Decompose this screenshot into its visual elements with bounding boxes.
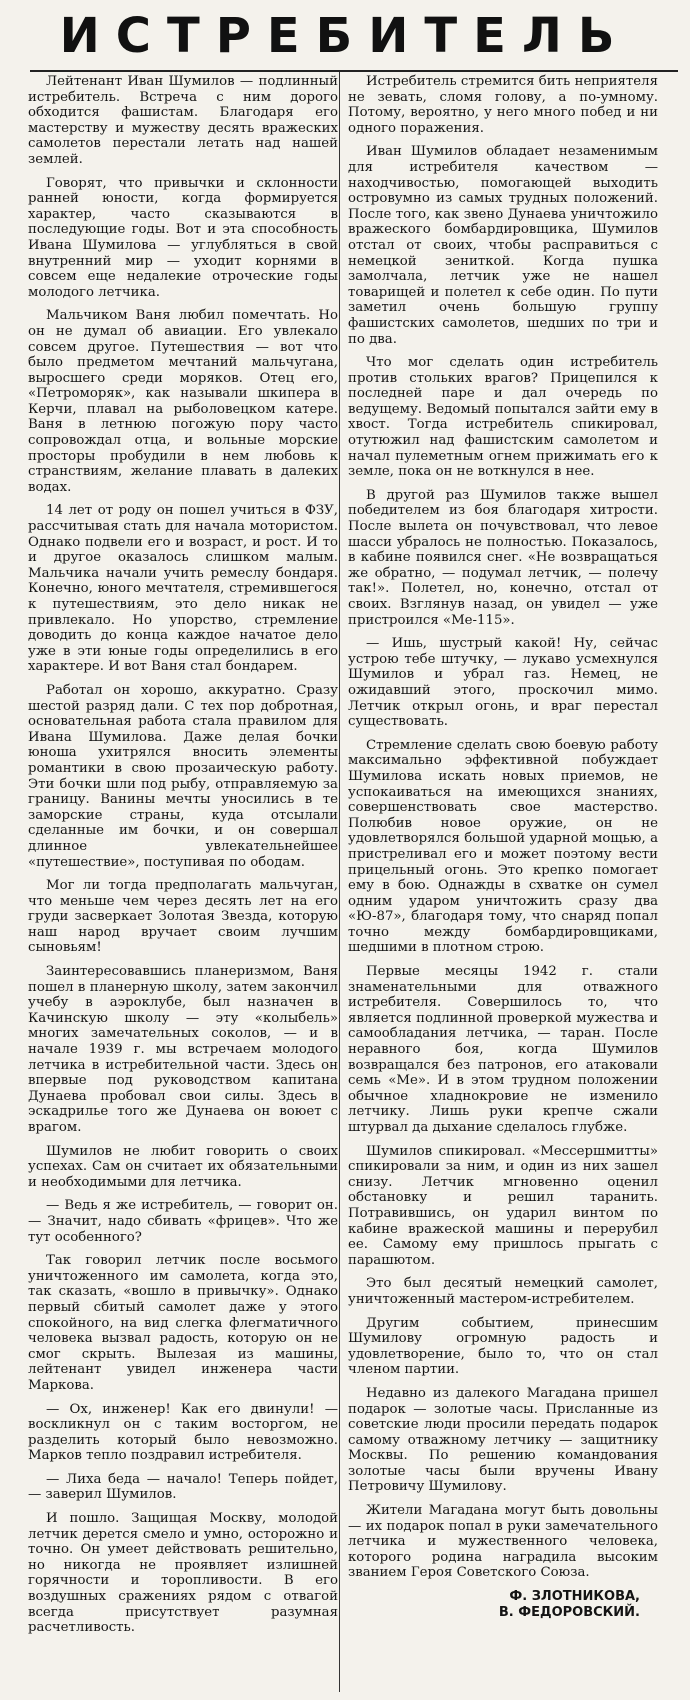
right-column [348,74,658,1694]
paragraph: Это был десятый немецкий самолет, уничтоженный мастером-истребителем. [348,1276,658,1307]
paragraph: Иван Шумилов обладает незаменимым для истребителя качеством — находчивостью, помогающей выходить островумно из самых трудных положений. После того, как звено Дунаева уничтожило вражеского бомбардировщика, Шумилов отстал от своих, чтобы расправиться с немецкой зениткой. Когда пушка замолчала, летчик уже не нашел товарищей и полетел к себе один. По пути заметил очень большую группу фашистских самолетов, шедших по три и по два. [348,144,658,347]
paragraph: Истребитель стремится бить неприятеля не зевать, сломя голову, а по-умному. Потому, вероятно, у него много побед и ни одного поражения. [348,74,658,136]
paragraph: Первые месяцы 1942 г. стали знаменательными для отважного истребителя. Совершилось то, что является подлинной проверкой мужества и самообладания летчика, — таран. После неравного боя, когда Шумилов возвращался без патронов, его атаковали семь «Ме». И в этом трудном положении обычное хладнокровие не изменило летчику. Лишь руки крепче сжали штурвал да дыхание сделалось глубже. [348,964,658,1135]
paragraph: Стремление сделать свою боевую работу максимально эффективной побуждает Шумилова искать новых приемов, не успокаиваться на имеющихся знаниях, совершенствовать свое мастерство. Полюбив новое оружие, он не удовлетворялся большой ударной мощью, а пристреливал его и может поэтому вести прицельный огонь. Это крепко помогает ему в бою. Однажды в схватке он сумел одним ударом уничтожить сразу два «Ю-87», благодаря тому, что снаряд попал точно между бомбардировщиками, шедшими в плотном строю. [348,737,658,956]
paragraph: Шумилов спикировал. «Мессершмитты» спикировали за ним, и один из них зашел снизу. Летчик мгновенно оценил обстановку и решил таранить. Потравившись, он ударил винтом по кабине вражеской машины и перерубил ее. Самому ему пришлось прыгать с парашютом. [348,1143,658,1268]
paragraph: — Лиха беда — начало! Теперь пойдет, — заверил Шумилов. [28,1471,338,1503]
paragraph: Мог ли тогда предполагать мальчуган, что меньше чем через десять лет на его груди засверкает Золотая Звезда, которую наш народ вручает своим лучшим сыновьям! [28,878,338,956]
paragraph: — Ведь я же истребитель, — говорит он. — Значит, надо сбивать «фрицев». Что же тут особенного? [28,1198,338,1245]
paragraph: Так говорил летчик после восьмого уничтоженного им самолета, когда это, так сказать, «вошло в привычку». Однако первый сбитый самолет даже у этого спокойного, на вид слегка флегматичного человека вызвал радость, которую он не смог скрыть. Вылезая из машины, лейтенант увидел инженера части Маркова. [28,1253,338,1393]
paragraph: — Ох, инженер! Как его двинули! — воскликнул он с таким восторгом, не разделить который было невозможно. Марков тепло поздравил истребителя. [28,1401,338,1464]
paragraph: 14 лет от роду он пошел учиться в ФЗУ, рассчитывая стать для начала мотористом. Однако подвели его и возраст, и рост. И то и другое оказалось слишком малым. Мальчика начали учить ремеслу бондаря. Конечно, юного мечтателя, стремившегося к путешествиям, это дело никак не привлекало. Но упорство, стремление доводить до конца каждое начатое дело уже в эти юные годы определились в его характере. И вот Ваня стал бондарем. [28,503,338,675]
title-rule [30,70,678,72]
paragraph: Говорят, что привычки и склонности ранней юности, когда формируется характер, часто сказываются в последующие годы. Вот и эта способность Ивана Шумилова — углубляться в свой внутренний мир — уходит корнями в совсем еще недалекие отроческие годы молодого летчика. [28,175,338,300]
left-column [28,74,338,1694]
paragraph: Мальчиком Ваня любил помечтать. Но он не думал об авиации. Его увлекало совсем другое. Путешествия — вот что было предметом мечтаний мальчугана, выросшего среди моряков. Отец его, «Петроморяк», как называли шкипера в Керчи, плавал на рыболовецком катере. Ваня в летнюю погожую пору часто сопровождал отца, и вольные морские просторы пробудили в нем любовь к странствиям, желание плавать в далеких водах. [28,308,338,495]
paragraph: И пошло. Защищая Москву, молодой летчик дерется смело и умно, осторожно и точно. Он умеет действовать решительно, но никогда не проявляет излишней горячности и торопливости. В его воздушных сражениях рядом с отвагой всегда присутствует разумная расчетливость. [28,1511,338,1636]
signature-block [348,1589,658,1621]
author-name: Ф. ЗЛОТНИКОВА, [509,1589,640,1605]
paragraph: Заинтересовавшись планеризмом, Ваня пошел в планерную школу, затем закончил учебу в аэроклубе, был назначен в Качинскую школу — эту «колыбель» многих замечательных соколов, — и в начале 1939 г. мы встречаем молодого летчика в истребительной части. Здесь он впервые под руководством капитана Дунаева пробовал свои силы. Здесь в эскадрилье того же Дунаева он воюет с врагом. [28,964,338,1135]
paragraph: Шумилов не любит говорить о своих успехах. Сам он считает их обязательными и необходимыми для летчика. [28,1143,338,1190]
paragraph: В другой раз Шумилов также вышел победителем из боя благодаря хитрости. После вылета он почувствовал, что левое шасси убралось не полностью. Показалось, в кабине появился снег. «Не возвращаться же обратно, — подумал летчик, — полечу так!». Полетел, но, конечно, отстал от своих. Взглянув назад, он увидел — уже пристроился «Ме-115». [348,487,658,628]
article-title: ИСТРЕБИТЕЛЬ [59,8,631,64]
paragraph: Работал он хорошо, аккуратно. Сразу шестой разряд дали. С тех пор добротная, основательная работа стала правилом для Ивана Шумилова. Даже делая бочки юноша ухитрялся вносить элементы романтики в свою прозаическую работу. Эти бочки шли под рыбу, отправляемую за границу. Ванины мечты уносились в те заморские страны, куда отсылали сделанные им бочки, и он совершал длинное увлекательнейшее «путешествие», поступивая по ободам. [28,682,338,870]
paragraph: Жители Магадана могут быть довольны — их подарок попал в руки замечательного летчика и мужественного человека, которого родина наградила высоким званием Героя Советского Союза. [348,1503,658,1581]
author-name: В. ФЕДОРОВСКИЙ. [498,1605,640,1621]
paragraph: Лейтенант Иван Шумилов — подлинный истребитель. Встреча с ним дорого обходится фашистам. Благодаря его мастерству и мужеству десять вражеских самолетов перестали летать над нашей землей. [28,74,338,167]
column-divider [339,72,340,1692]
paragraph: Недавно из далекого Магадана пришел подарок — золотые часы. Присланные из советские люди просили передать подарок самому отважному летчику — защитнику Москвы. По решению командования золотые часы были вручены Ивану Петровичу Шумилову. [348,1385,658,1495]
paragraph: Другим событием, принесшим Шумилову огромную радость и удовлетворение, было то, что он стал членом партии. [348,1315,658,1378]
paragraph: Что мог сделать один истребитель против стольких врагов? Прицепился к последней паре и дал очередь по ведущему. Ведомый попытался зайти ему в хвост. Тогда истребитель спикировал, отутюжил над фашистским самолетом и начал пулеметным огнем прижимать его к земле, пока он не воткнулся в нее. [348,355,658,480]
paragraph: — Ишь, шустрый какой! Ну, сейчас устрою тебе штучку, — лукаво усмехнулся Шумилов и убрал газ. Немец, не ожидавший этого, проскочил мимо. Летчик открыл огонь, и враг перестал существовать. [348,636,658,730]
